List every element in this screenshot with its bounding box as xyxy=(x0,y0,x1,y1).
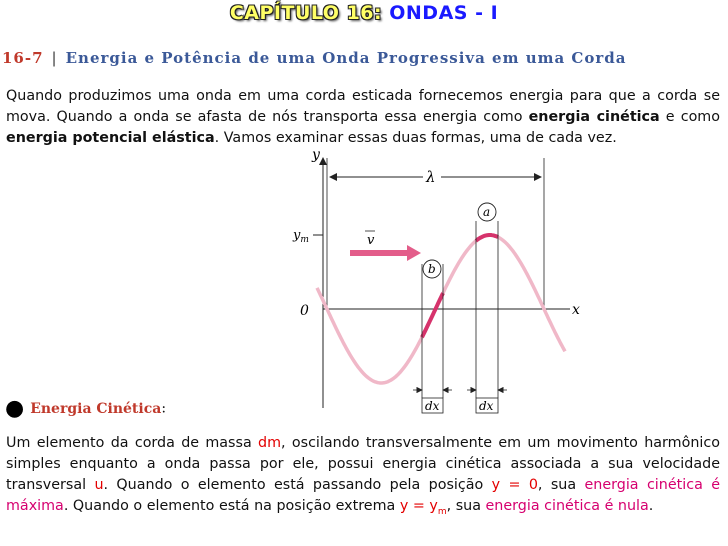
chapter-topic: ONDAS - I xyxy=(389,2,499,24)
wavelength-label: λ xyxy=(426,168,436,186)
section-heading xyxy=(2,49,626,67)
term-zero-kinetic: energia cinética é nula xyxy=(485,498,649,514)
intro-paragraph xyxy=(6,86,720,149)
chapter-label: CAPÍTULO 16: xyxy=(229,2,383,24)
velocity-label: v xyxy=(367,233,375,248)
section-separator: | xyxy=(51,49,58,67)
point-a-label: a xyxy=(483,205,491,219)
kinetic-energy-bullet xyxy=(5,396,166,421)
amplitude-label: $y_m$ xyxy=(293,228,309,245)
term-elastic-potential-energy: energia potencial elástica xyxy=(6,130,215,146)
kinetic-text-3: . Quando o elemento está passando pela posição xyxy=(103,477,492,493)
y-axis-label: y xyxy=(312,147,320,163)
element-b-highlight xyxy=(422,293,443,337)
bullet-colon: : xyxy=(161,400,167,417)
kinetic-paragraph xyxy=(6,433,720,523)
intro-text-1: Quando produzimos uma onda em uma corda esticada fornecemos energia para que a corda se mova. Quando a onda se afasta de nós transporta essa energia como xyxy=(6,88,720,125)
bullet-label: Energia Cinética xyxy=(30,400,162,417)
dx2-label: dx xyxy=(479,399,494,413)
bullet-dot-icon: ● xyxy=(5,396,25,421)
kinetic-text-4: , sua xyxy=(537,477,585,493)
kinetic-text-5: . Quando o elemento está na posição extrema xyxy=(63,498,400,514)
kinetic-text-1: Um elemento da corda de massa xyxy=(6,435,259,451)
kinetic-text-7: . xyxy=(648,498,654,514)
intro-text-2: e como xyxy=(659,109,720,125)
element-a-highlight xyxy=(476,235,498,241)
wave-figure xyxy=(285,146,585,421)
point-b-label: b xyxy=(428,262,436,276)
term-u: u xyxy=(94,477,104,493)
kinetic-text-2: , oscilando transversalmente em um movimento harmônico simples enquanto a onda passa por ele, possui energia cinética associada a sua velocidade transversal xyxy=(6,435,720,493)
kinetic-text-6: , sua xyxy=(446,498,486,514)
term-y-zero: y = 0 xyxy=(491,477,538,493)
section-number: 16-7 xyxy=(2,49,44,67)
dx1-label: dx xyxy=(425,399,440,413)
section-title: Energia e Potência de uma Onda Progressiva em uma Corda xyxy=(65,49,627,67)
velocity-arrow-head xyxy=(407,245,421,261)
chapter-title xyxy=(0,2,728,24)
intro-text-3: . Vamos examinar essas duas formas, uma de cada vez. xyxy=(214,130,617,146)
x-axis-label: x xyxy=(572,302,580,318)
origin-label: 0 xyxy=(300,303,309,319)
term-max-kinetic: energia cinética é máxima xyxy=(6,477,720,514)
term-y-ym: $y = y_m$ xyxy=(399,498,447,517)
term-dm: dm xyxy=(258,435,282,451)
term-kinetic-energy: energia cinética xyxy=(528,109,660,125)
